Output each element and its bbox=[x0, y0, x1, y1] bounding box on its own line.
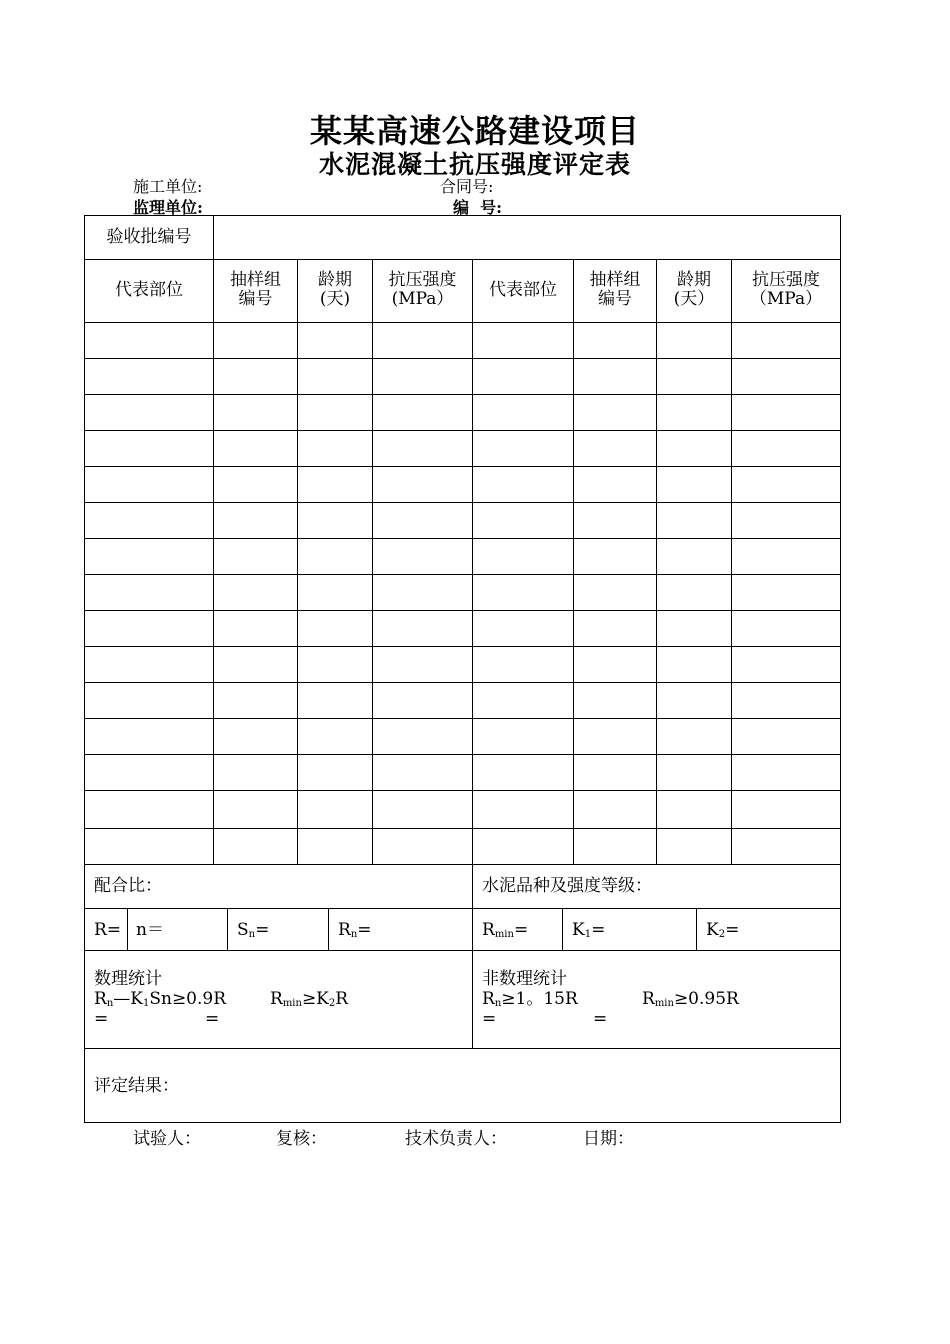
k1-label: $K_1=$ bbox=[572, 920, 606, 940]
n-label: n＝ bbox=[136, 920, 164, 940]
statistical-formula-1: $R_n—K_1Sn\ge 0.9R$ bbox=[94, 989, 227, 1009]
tester-label: 试验人： bbox=[133, 1129, 201, 1149]
nonstatistical-title: 非数理统计 bbox=[482, 969, 567, 989]
header-age-left: 龄期 (天) bbox=[318, 270, 352, 309]
construction-unit-label: 施工单位: bbox=[133, 177, 203, 196]
date-label: 日期： bbox=[583, 1129, 634, 1149]
nonstatistical-result-2: = bbox=[593, 1009, 608, 1029]
header-part-right: 代表部位 bbox=[489, 280, 557, 300]
statistical-result-1: = bbox=[94, 1009, 109, 1029]
statistical-formula-2: $R_{min}\ge K_2R$ bbox=[270, 989, 349, 1009]
tech-lead-label: 技术负责人： bbox=[405, 1129, 507, 1149]
nonstatistical-result-1: = bbox=[482, 1009, 497, 1029]
rmin-label: $R_{min}=$ bbox=[482, 920, 529, 940]
batch-number-label: 验收批编号 bbox=[106, 227, 192, 247]
document-subtitle: 水泥混凝土抗压强度评定表 bbox=[318, 150, 631, 179]
document-title: 某某高速公路建设项目 bbox=[309, 112, 640, 150]
k2-label: $K_2=$ bbox=[706, 920, 740, 940]
header-strength-left: 抗压强度 (MPa） bbox=[388, 270, 457, 309]
reviewer-label: 复核： bbox=[276, 1129, 327, 1149]
header-age-right: 龄期 (天） bbox=[673, 270, 715, 309]
nonstatistical-formula-2: $R_{min}\ge 0.95R$ bbox=[642, 989, 739, 1009]
statistical-title: 数理统计 bbox=[94, 969, 162, 989]
header-part-left: 代表部位 bbox=[115, 280, 183, 300]
sn-label: $S_n=$ bbox=[237, 920, 270, 940]
supervision-unit-label: 监理单位: bbox=[133, 198, 203, 217]
mix-ratio-label: 配合比： bbox=[94, 876, 162, 896]
evaluation-result-label: 评定结果： bbox=[94, 1076, 179, 1096]
number-label: 编 号: bbox=[453, 198, 503, 217]
header-sample-right: 抽样组 编号 bbox=[589, 270, 641, 309]
contract-no-label: 合同号: bbox=[440, 177, 494, 196]
nonstatistical-formula-1: $R_n\ge 1$。15R bbox=[482, 989, 578, 1009]
header-sample-left: 抽样组 编号 bbox=[230, 270, 281, 309]
r-label: R= bbox=[94, 920, 122, 940]
statistical-result-2: = bbox=[205, 1009, 220, 1029]
header-strength-right: 抗压强度 （MPa） bbox=[749, 270, 823, 309]
rn-label: $R_n=$ bbox=[338, 920, 372, 940]
cement-type-label: 水泥品种及强度等级： bbox=[482, 876, 652, 896]
